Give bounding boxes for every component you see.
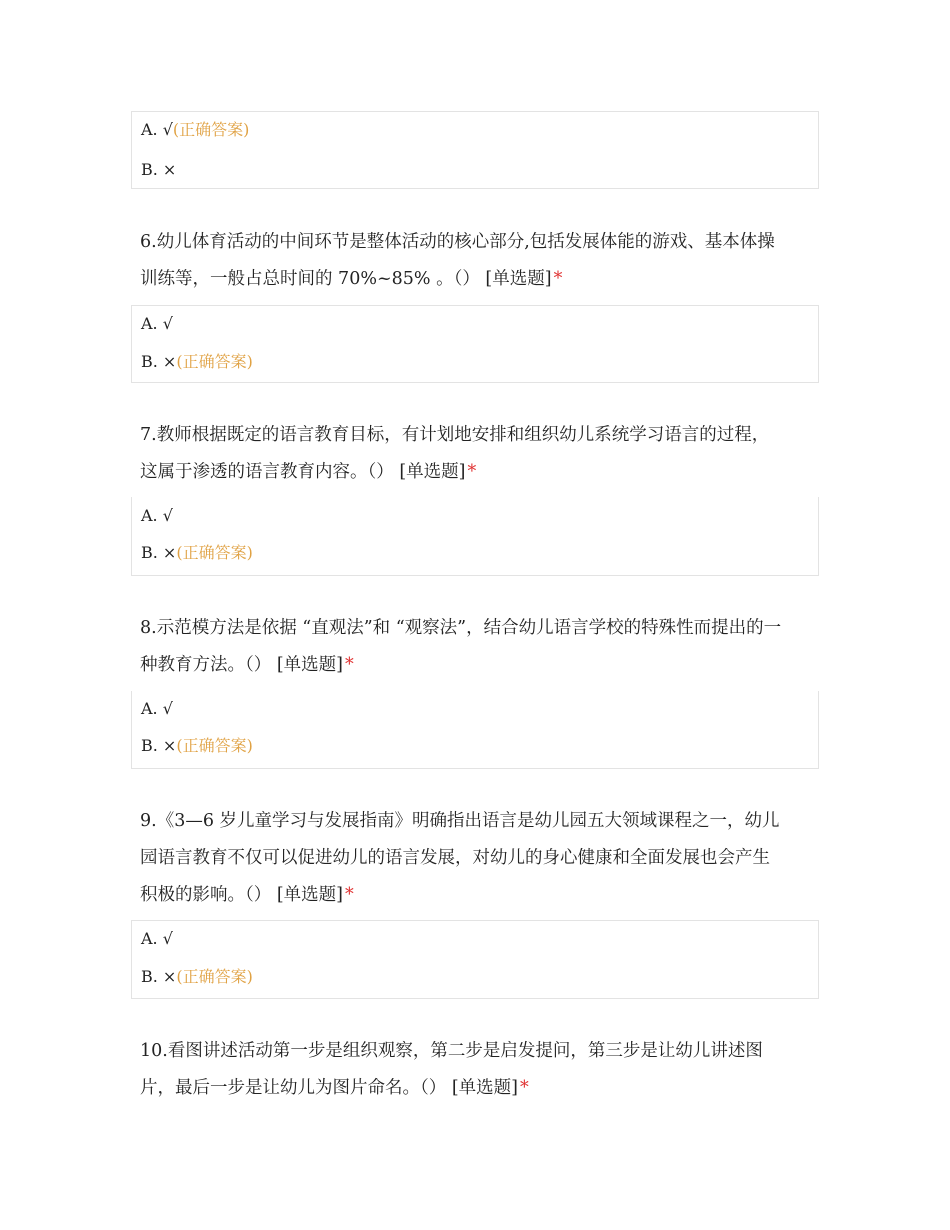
option-b[interactable]: B. ×(正确答案) — [141, 736, 253, 755]
question-6 — [140, 224, 820, 298]
option-a[interactable]: A. √ — [141, 506, 173, 525]
question-7 — [140, 417, 820, 491]
question-type-tag: [单选题] — [451, 1078, 518, 1098]
correct-answer-mark: (正确答案) — [172, 120, 250, 139]
option-b[interactable]: B. × — [141, 160, 177, 179]
question-text-line: 园语言教育不仅可以促进幼儿的语言发展，对幼儿的身心健康和全面发展也会产生 — [140, 848, 770, 868]
correct-answer-mark: (正确答案) — [176, 736, 253, 755]
question-type-tag: [单选题] — [276, 885, 343, 905]
required-mark: * — [553, 269, 563, 289]
question-9 — [140, 803, 820, 914]
required-mark: * — [344, 885, 354, 905]
option-a[interactable]: A. √(正确答案) — [141, 120, 250, 139]
question-type-tag: [单选题] — [276, 655, 343, 675]
question-type-tag: [单选题] — [399, 462, 466, 482]
options-box-q9 — [131, 920, 819, 999]
options-box-q7 — [131, 497, 819, 576]
option-b[interactable]: B. ×(正确答案) — [141, 543, 253, 562]
question-text-line: 积极的影响。（） [单选题] * — [140, 885, 354, 905]
options-box-q5 — [131, 111, 819, 189]
question-text-line: 6.幼儿体育活动的中间环节是整体活动的核心部分,包括发展体能的游戏、基本体操 — [140, 232, 775, 252]
question-text-line: 9.《3—6 岁儿童学习与发展指南》明确指出语言是幼儿园五大领域课程之一，幼儿 — [140, 811, 780, 831]
question-text-line: 10.看图讲述活动第一步是组织观察，第二步是启发提问，第三步是让幼儿讲述图 — [140, 1041, 763, 1061]
options-box-q8 — [131, 691, 819, 769]
options-box-q6 — [131, 305, 819, 383]
correct-answer-mark: (正确答案) — [176, 352, 253, 371]
option-a[interactable]: A. √ — [141, 699, 173, 718]
option-a[interactable]: A. √ — [141, 929, 173, 948]
required-mark: * — [519, 1078, 529, 1098]
question-type-tag: [单选题] — [485, 269, 552, 289]
question-text-line: 7.教师根据既定的语言教育目标，有计划地安排和组织幼儿系统学习语言的过程， — [140, 425, 770, 445]
required-mark: * — [467, 462, 477, 482]
correct-answer-mark: (正确答案) — [176, 967, 253, 986]
option-a[interactable]: A. √ — [141, 314, 173, 333]
question-text-line: 种教育方法。（） [单选题] * — [140, 655, 354, 675]
question-8 — [140, 610, 820, 684]
question-10 — [140, 1033, 820, 1107]
option-b[interactable]: B. ×(正确答案) — [141, 967, 253, 986]
required-mark: * — [344, 655, 354, 675]
question-text-line: 这属于渗透的语言教育内容。（） [单选题] * — [140, 462, 477, 482]
question-text-line: 8.示范模方法是依据 “直观法”和 “观察法”，结合幼儿语言学校的特殊性而提出的一 — [140, 618, 782, 638]
correct-answer-mark: (正确答案) — [176, 543, 253, 562]
question-text-line: 片，最后一步是让幼儿为图片命名。（） [单选题] * — [140, 1078, 529, 1098]
option-b[interactable]: B. ×(正确答案) — [141, 352, 253, 371]
question-text-line: 训练等，一般占总时间的 70%~85% 。（） [单选题] * — [140, 269, 563, 289]
